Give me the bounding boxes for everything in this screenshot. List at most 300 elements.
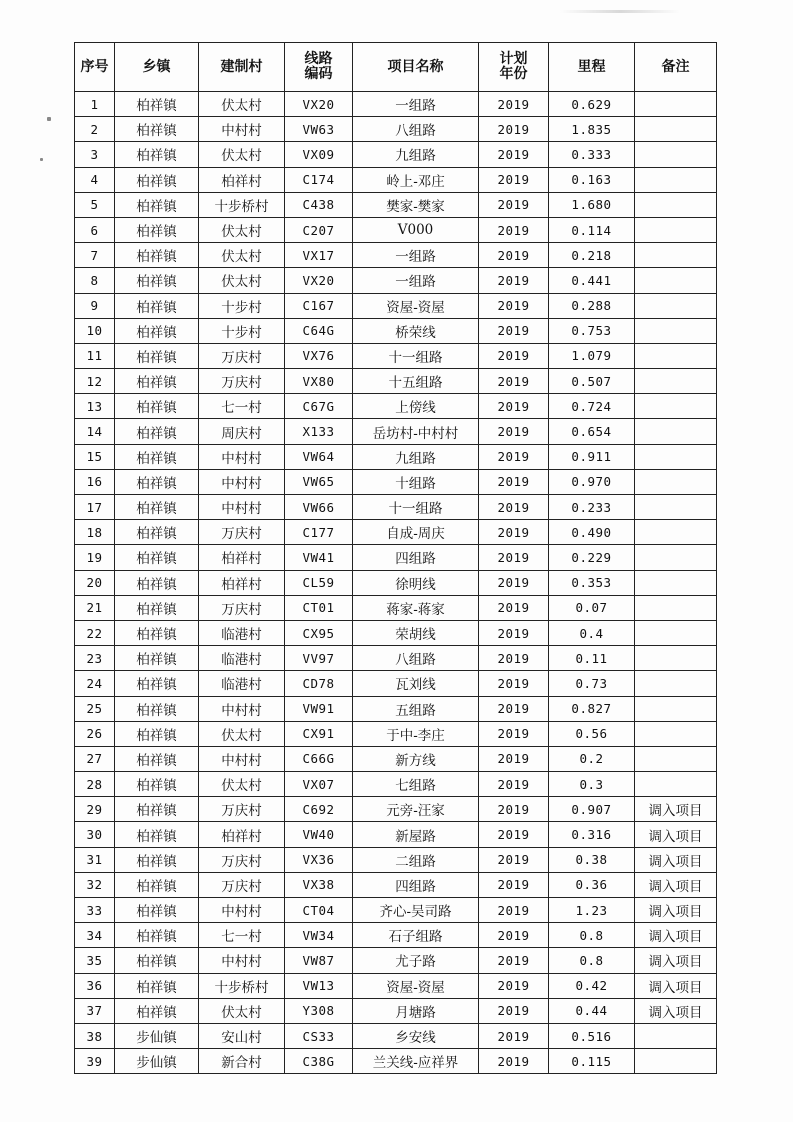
table-row: [75, 293, 717, 318]
table-row: [75, 570, 717, 595]
cell-village: 伏太村: [199, 998, 285, 1023]
table-row: [75, 217, 717, 242]
cell-remark: [635, 495, 717, 520]
cell-project-name: 九组路: [353, 444, 479, 469]
scan-mark: [40, 158, 43, 161]
cell-project-name: 瓦刘线: [353, 671, 479, 696]
cell-route-code: VX80: [285, 369, 353, 394]
cell-town: 柏祥镇: [115, 595, 199, 620]
cell-project-name: 十组路: [353, 469, 479, 494]
cell-village: 伏太村: [199, 142, 285, 167]
cell-village: 临港村: [199, 671, 285, 696]
cell-route-code: VX09: [285, 142, 353, 167]
cell-village: 中村村: [199, 948, 285, 973]
cell-village: 十步村: [199, 318, 285, 343]
cell-remark: [635, 545, 717, 570]
cell-plan-year: 2019: [479, 293, 549, 318]
cell-plan-year: 2019: [479, 797, 549, 822]
cell-town: 柏祥镇: [115, 923, 199, 948]
cell-project-name: 桥荣线: [353, 318, 479, 343]
cell-mileage: 0.911: [549, 444, 635, 469]
table-row: [75, 318, 717, 343]
cell-mileage: 0.07: [549, 595, 635, 620]
cell-route-code: VW65: [285, 469, 353, 494]
cell-route-code: VW13: [285, 973, 353, 998]
table-row: [75, 721, 717, 746]
cell-remark: [635, 192, 717, 217]
cell-village: 伏太村: [199, 243, 285, 268]
cell-plan-year: 2019: [479, 746, 549, 771]
cell-project-name: 石子组路: [353, 923, 479, 948]
cell-village: 柏祥村: [199, 570, 285, 595]
cell-route-code: VW40: [285, 822, 353, 847]
cell-mileage: 0.490: [549, 520, 635, 545]
cell-town: 柏祥镇: [115, 620, 199, 645]
cell-remark: [635, 444, 717, 469]
cell-remark: [635, 142, 717, 167]
cell-route-code: C167: [285, 293, 353, 318]
cell-project-name: 八组路: [353, 646, 479, 671]
cell-plan-year: 2019: [479, 1023, 549, 1048]
cell-index: 33: [75, 898, 115, 923]
cell-village: 中村村: [199, 495, 285, 520]
cell-village: 中村村: [199, 444, 285, 469]
table-row: [75, 469, 717, 494]
cell-mileage: 0.115: [549, 1049, 635, 1074]
cell-plan-year: 2019: [479, 671, 549, 696]
cell-mileage: 0.970: [549, 469, 635, 494]
cell-route-code: X133: [285, 419, 353, 444]
cell-index: 12: [75, 369, 115, 394]
cell-village: 新合村: [199, 1049, 285, 1074]
cell-route-code: C207: [285, 217, 353, 242]
cell-project-name: 岭上-邓庄: [353, 167, 479, 192]
cell-route-code: VW64: [285, 444, 353, 469]
table-row: [75, 343, 717, 368]
cell-project-name: 一组路: [353, 92, 479, 117]
cell-route-code: C66G: [285, 746, 353, 771]
table-body: [75, 92, 717, 1074]
cell-plan-year: 2019: [479, 369, 549, 394]
cell-index: 10: [75, 318, 115, 343]
cell-town: 柏祥镇: [115, 822, 199, 847]
cell-mileage: 0.629: [549, 92, 635, 117]
table-row: [75, 92, 717, 117]
cell-route-code: C38G: [285, 1049, 353, 1074]
cell-town: 柏祥镇: [115, 167, 199, 192]
cell-remark: [635, 595, 717, 620]
cell-town: 柏祥镇: [115, 570, 199, 595]
cell-project-name: 徐明线: [353, 570, 479, 595]
cell-route-code: C64G: [285, 318, 353, 343]
cell-town: 柏祥镇: [115, 444, 199, 469]
cell-mileage: 0.4: [549, 620, 635, 645]
cell-index: 23: [75, 646, 115, 671]
cell-remark: [635, 646, 717, 671]
cell-index: 18: [75, 520, 115, 545]
cell-route-code: VW41: [285, 545, 353, 570]
cell-plan-year: 2019: [479, 444, 549, 469]
cell-remark: [635, 696, 717, 721]
cell-remark: 调入项目: [635, 998, 717, 1023]
cell-village: 万庆村: [199, 872, 285, 897]
cell-remark: [635, 570, 717, 595]
cell-village: 临港村: [199, 620, 285, 645]
table-row: [75, 620, 717, 645]
cell-project-name: 于中-李庄: [353, 721, 479, 746]
cell-village: 伏太村: [199, 92, 285, 117]
cell-index: 22: [75, 620, 115, 645]
cell-route-code: VX07: [285, 772, 353, 797]
cell-village: 中村村: [199, 117, 285, 142]
table-row: [75, 923, 717, 948]
cell-plan-year: 2019: [479, 646, 549, 671]
cell-index: 21: [75, 595, 115, 620]
cell-remark: [635, 746, 717, 771]
cell-index: 27: [75, 746, 115, 771]
cell-project-name: 十五组路: [353, 369, 479, 394]
cell-mileage: 0.11: [549, 646, 635, 671]
cell-plan-year: 2019: [479, 167, 549, 192]
cell-index: 29: [75, 797, 115, 822]
cell-index: 38: [75, 1023, 115, 1048]
cell-mileage: 0.38: [549, 847, 635, 872]
cell-village: 伏太村: [199, 217, 285, 242]
cell-project-name: 四组路: [353, 872, 479, 897]
cell-project-name: 新方线: [353, 746, 479, 771]
table-row: [75, 973, 717, 998]
table-row: [75, 998, 717, 1023]
cell-project-name: 樊家-樊家: [353, 192, 479, 217]
cell-plan-year: 2019: [479, 696, 549, 721]
cell-index: 2: [75, 117, 115, 142]
cell-remark: [635, 1049, 717, 1074]
cell-index: 11: [75, 343, 115, 368]
table-row: [75, 696, 717, 721]
cell-route-code: VX20: [285, 92, 353, 117]
table-row: [75, 167, 717, 192]
cell-town: 柏祥镇: [115, 217, 199, 242]
road-project-table: [74, 42, 717, 1074]
cell-plan-year: 2019: [479, 923, 549, 948]
table-row: [75, 545, 717, 570]
cell-mileage: 0.73: [549, 671, 635, 696]
cell-route-code: CX95: [285, 620, 353, 645]
cell-town: 柏祥镇: [115, 646, 199, 671]
header-cell: 项目名称: [353, 43, 479, 92]
table-row: [75, 520, 717, 545]
cell-project-name: 岳坊村-中村村: [353, 419, 479, 444]
cell-route-code: C174: [285, 167, 353, 192]
cell-town: 柏祥镇: [115, 772, 199, 797]
cell-index: 19: [75, 545, 115, 570]
header-cell: 备注: [635, 43, 717, 92]
header-cell: 线路编码: [285, 43, 353, 92]
cell-route-code: VX20: [285, 268, 353, 293]
cell-project-name: 九组路: [353, 142, 479, 167]
cell-town: 柏祥镇: [115, 394, 199, 419]
cell-index: 20: [75, 570, 115, 595]
cell-remark: [635, 167, 717, 192]
cell-town: 柏祥镇: [115, 293, 199, 318]
cell-mileage: 0.42: [549, 973, 635, 998]
cell-plan-year: 2019: [479, 545, 549, 570]
cell-town: 柏祥镇: [115, 318, 199, 343]
cell-remark: 调入项目: [635, 847, 717, 872]
cell-village: 伏太村: [199, 772, 285, 797]
cell-remark: [635, 721, 717, 746]
table-row: [75, 142, 717, 167]
cell-index: 8: [75, 268, 115, 293]
cell-index: 35: [75, 948, 115, 973]
cell-village: 万庆村: [199, 595, 285, 620]
cell-town: 柏祥镇: [115, 419, 199, 444]
cell-index: 36: [75, 973, 115, 998]
cell-project-name: 蒋家-蒋家: [353, 595, 479, 620]
cell-village: 万庆村: [199, 343, 285, 368]
cell-village: 七一村: [199, 923, 285, 948]
cell-route-code: VX36: [285, 847, 353, 872]
cell-town: 柏祥镇: [115, 998, 199, 1023]
cell-remark: 调入项目: [635, 822, 717, 847]
cell-remark: [635, 217, 717, 242]
table-row: [75, 268, 717, 293]
cell-mileage: 0.827: [549, 696, 635, 721]
cell-mileage: 0.114: [549, 217, 635, 242]
cell-plan-year: 2019: [479, 847, 549, 872]
table-row: [75, 419, 717, 444]
cell-village: 中村村: [199, 746, 285, 771]
cell-index: 34: [75, 923, 115, 948]
cell-remark: 调入项目: [635, 898, 717, 923]
cell-route-code: C67G: [285, 394, 353, 419]
cell-mileage: 0.8: [549, 923, 635, 948]
cell-mileage: 1.680: [549, 192, 635, 217]
cell-mileage: 0.441: [549, 268, 635, 293]
cell-plan-year: 2019: [479, 973, 549, 998]
cell-town: 柏祥镇: [115, 142, 199, 167]
cell-route-code: VW91: [285, 696, 353, 721]
cell-index: 7: [75, 243, 115, 268]
cell-index: 17: [75, 495, 115, 520]
cell-mileage: 0.288: [549, 293, 635, 318]
cell-project-name: 一组路: [353, 268, 479, 293]
cell-village: 柏祥村: [199, 167, 285, 192]
cell-route-code: VW34: [285, 923, 353, 948]
table-row: [75, 872, 717, 897]
cell-remark: [635, 343, 717, 368]
table-row: [75, 444, 717, 469]
cell-project-name: 资屋-资屋: [353, 293, 479, 318]
cell-village: 万庆村: [199, 369, 285, 394]
cell-route-code: CS33: [285, 1023, 353, 1048]
cell-town: 步仙镇: [115, 1023, 199, 1048]
cell-plan-year: 2019: [479, 721, 549, 746]
cell-plan-year: 2019: [479, 898, 549, 923]
cell-town: 柏祥镇: [115, 797, 199, 822]
table-row: [75, 797, 717, 822]
cell-index: 15: [75, 444, 115, 469]
cell-project-name: 十一组路: [353, 343, 479, 368]
cell-index: 24: [75, 671, 115, 696]
cell-index: 9: [75, 293, 115, 318]
cell-mileage: 0.229: [549, 545, 635, 570]
table-row: [75, 948, 717, 973]
header-cell: 计划年份: [479, 43, 549, 92]
table-row: [75, 898, 717, 923]
cell-mileage: 1.079: [549, 343, 635, 368]
cell-remark: [635, 117, 717, 142]
table-row: [75, 595, 717, 620]
cell-mileage: 0.163: [549, 167, 635, 192]
table-row: [75, 495, 717, 520]
cell-route-code: CT01: [285, 595, 353, 620]
cell-town: 柏祥镇: [115, 520, 199, 545]
table-header-row: [75, 43, 717, 92]
cell-remark: [635, 318, 717, 343]
cell-town: 柏祥镇: [115, 872, 199, 897]
table-row: [75, 772, 717, 797]
header-cell: 序号: [75, 43, 115, 92]
cell-mileage: 0.36: [549, 872, 635, 897]
cell-village: 十步桥村: [199, 973, 285, 998]
cell-plan-year: 2019: [479, 394, 549, 419]
cell-village: 中村村: [199, 696, 285, 721]
cell-index: 13: [75, 394, 115, 419]
cell-town: 柏祥镇: [115, 343, 199, 368]
cell-route-code: VX76: [285, 343, 353, 368]
cell-project-name: 八组路: [353, 117, 479, 142]
cell-mileage: 0.2: [549, 746, 635, 771]
cell-mileage: 0.316: [549, 822, 635, 847]
cell-project-name: 二组路: [353, 847, 479, 872]
cell-mileage: 0.753: [549, 318, 635, 343]
table-row: [75, 369, 717, 394]
header-cell: 建制村: [199, 43, 285, 92]
cell-route-code: VW87: [285, 948, 353, 973]
cell-remark: [635, 293, 717, 318]
cell-index: 30: [75, 822, 115, 847]
cell-index: 14: [75, 419, 115, 444]
cell-index: 16: [75, 469, 115, 494]
cell-project-name: 资屋-资屋: [353, 973, 479, 998]
cell-plan-year: 2019: [479, 117, 549, 142]
cell-route-code: C177: [285, 520, 353, 545]
cell-remark: 调入项目: [635, 923, 717, 948]
cell-mileage: 0.44: [549, 998, 635, 1023]
header-cell: 乡镇: [115, 43, 199, 92]
cell-remark: [635, 1023, 717, 1048]
cell-remark: [635, 671, 717, 696]
table-row: [75, 394, 717, 419]
cell-route-code: CT04: [285, 898, 353, 923]
cell-project-name: 兰关线-应祥界: [353, 1049, 479, 1074]
cell-plan-year: 2019: [479, 772, 549, 797]
cell-remark: [635, 469, 717, 494]
cell-town: 柏祥镇: [115, 495, 199, 520]
cell-remark: [635, 394, 717, 419]
cell-mileage: 0.353: [549, 570, 635, 595]
cell-plan-year: 2019: [479, 243, 549, 268]
cell-village: 十步村: [199, 293, 285, 318]
cell-plan-year: 2019: [479, 469, 549, 494]
cell-route-code: C438: [285, 192, 353, 217]
cell-project-name: 荣胡线: [353, 620, 479, 645]
cell-village: 柏祥村: [199, 545, 285, 570]
cell-remark: [635, 620, 717, 645]
cell-mileage: 0.907: [549, 797, 635, 822]
cell-town: 柏祥镇: [115, 192, 199, 217]
cell-plan-year: 2019: [479, 570, 549, 595]
cell-project-name: 上傍线: [353, 394, 479, 419]
cell-remark: 调入项目: [635, 973, 717, 998]
cell-route-code: VW63: [285, 117, 353, 142]
cell-mileage: 0.507: [549, 369, 635, 394]
table-row: [75, 243, 717, 268]
cell-mileage: 0.218: [549, 243, 635, 268]
cell-remark: [635, 243, 717, 268]
cell-route-code: VX38: [285, 872, 353, 897]
cell-town: 步仙镇: [115, 1049, 199, 1074]
cell-route-code: VX17: [285, 243, 353, 268]
cell-route-code: Y308: [285, 998, 353, 1023]
cell-remark: 调入项目: [635, 948, 717, 973]
cell-plan-year: 2019: [479, 192, 549, 217]
table-row: [75, 1023, 717, 1048]
cell-project-name: 尤子路: [353, 948, 479, 973]
cell-project-name: 一组路: [353, 243, 479, 268]
cell-village: 伏太村: [199, 721, 285, 746]
header-cell: 里程: [549, 43, 635, 92]
cell-project-name: 元旁-汪家: [353, 797, 479, 822]
cell-village: 周庆村: [199, 419, 285, 444]
table-row: [75, 1049, 717, 1074]
cell-town: 柏祥镇: [115, 973, 199, 998]
cell-town: 柏祥镇: [115, 369, 199, 394]
cell-village: 伏太村: [199, 268, 285, 293]
cell-route-code: CX91: [285, 721, 353, 746]
cell-town: 柏祥镇: [115, 117, 199, 142]
cell-project-name: 七组路: [353, 772, 479, 797]
cell-project-name: 月塘路: [353, 998, 479, 1023]
cell-town: 柏祥镇: [115, 721, 199, 746]
table-row: [75, 746, 717, 771]
cell-plan-year: 2019: [479, 217, 549, 242]
cell-remark: [635, 92, 717, 117]
table-row: [75, 671, 717, 696]
cell-village: 中村村: [199, 469, 285, 494]
cell-plan-year: 2019: [479, 92, 549, 117]
table-row: [75, 117, 717, 142]
cell-village: 万庆村: [199, 797, 285, 822]
cell-index: 39: [75, 1049, 115, 1074]
cell-route-code: VV97: [285, 646, 353, 671]
cell-project-name: 乡安线: [353, 1023, 479, 1048]
table-row: [75, 847, 717, 872]
cell-route-code: VW66: [285, 495, 353, 520]
cell-plan-year: 2019: [479, 620, 549, 645]
cell-town: 柏祥镇: [115, 92, 199, 117]
cell-index: 4: [75, 167, 115, 192]
cell-remark: [635, 369, 717, 394]
cell-mileage: 0.233: [549, 495, 635, 520]
cell-index: 32: [75, 872, 115, 897]
cell-mileage: 1.23: [549, 898, 635, 923]
cell-remark: [635, 268, 717, 293]
cell-plan-year: 2019: [479, 998, 549, 1023]
cell-index: 3: [75, 142, 115, 167]
cell-index: 31: [75, 847, 115, 872]
